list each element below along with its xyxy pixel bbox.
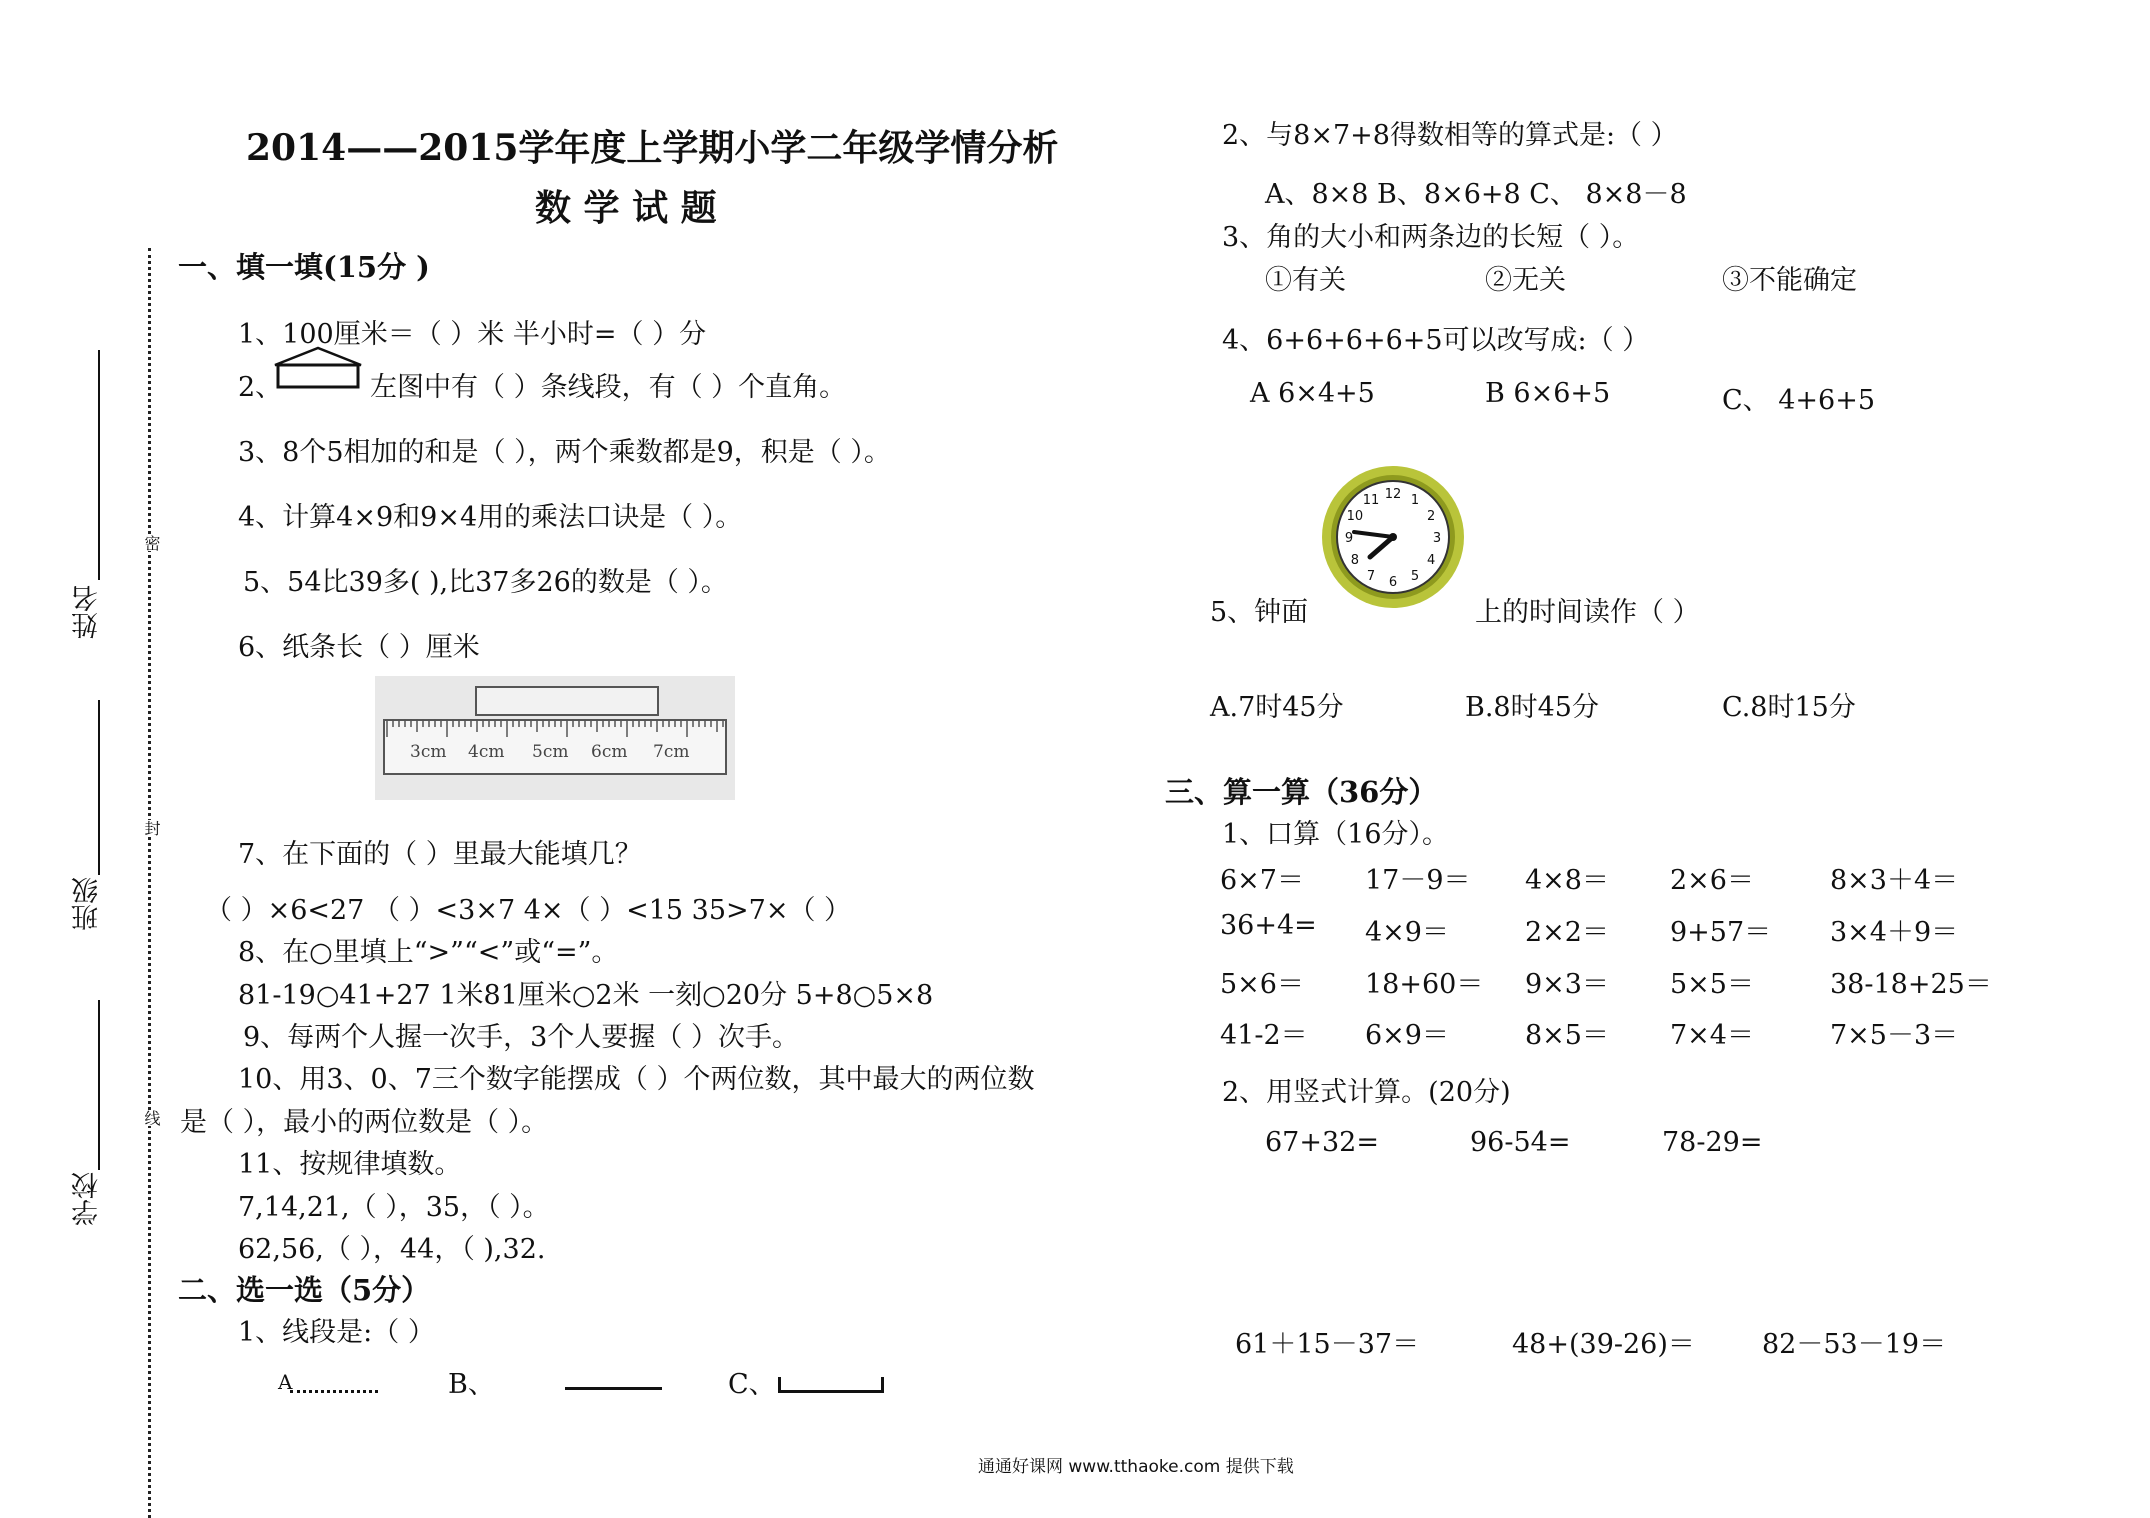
s2-q3: 3、角的大小和两条边的长短（ ）。 <box>1222 222 1640 253</box>
oral-item: 2×6＝ <box>1670 865 1754 896</box>
oral-item: 3×4＋9＝ <box>1830 917 1959 948</box>
s2-q5-opt-c: C.8时15分 <box>1722 692 1856 723</box>
oral-item: 4×9＝ <box>1365 917 1449 948</box>
s1-q11: 11、按规律填数。 <box>238 1149 462 1180</box>
s1-q11b: 62,56,（ ），44，（ ),32. <box>238 1234 546 1265</box>
s2-q5-opt-b: B.8时45分 <box>1465 692 1599 723</box>
ruler-label-3cm: 3cm <box>410 742 447 762</box>
ruler-label-4cm: 4cm <box>468 742 505 762</box>
ruler-figure <box>375 676 735 800</box>
s1-q5: 5、54比39多( ),比37多26的数是（ ）。 <box>243 567 728 598</box>
s3-oral-heading: 1、口算（16分）。 <box>1222 819 1450 850</box>
oral-item: 7×4＝ <box>1670 1020 1754 1051</box>
section2-heading: 二、选一选（5分） <box>178 1273 431 1307</box>
clock-number: 1 <box>1410 492 1420 508</box>
clock-figure <box>1318 462 1468 612</box>
seal-mark-3: 线 <box>142 1110 161 1126</box>
oral-item: 17－9＝ <box>1365 865 1471 896</box>
s1-q6: 6、纸条长（ ）厘米 <box>238 632 480 663</box>
s1-q10a: 10、用3、0、7三个数字能摆成（ ）个两位数，其中最大的两位数 <box>238 1064 1035 1095</box>
s1-q2: 左图中有（ ）条线段，有（ ）个直角。 <box>370 372 847 403</box>
seal-dotted-line <box>148 248 151 1518</box>
oral-item: 6×9＝ <box>1365 1020 1449 1051</box>
clock-number: 11 <box>1362 492 1380 508</box>
s3-vertical-heading: 2、用竖式计算。(20分) <box>1222 1077 1511 1108</box>
s1-q7-items: （ ）×6<27 （ ）<3×7 4×（ ）<15 35>7×（ ） <box>205 895 852 926</box>
segment-b <box>565 1387 662 1390</box>
section1-heading: 一、填一填(15分 ) <box>178 250 430 284</box>
s2-q5: 上的时间读作（ ） <box>1475 597 1700 628</box>
oral-item: 9×3＝ <box>1525 969 1609 1000</box>
s2-q1: 1、线段是:（ ） <box>238 1317 435 1348</box>
section3-heading: 三、算一算（36分） <box>1165 775 1438 809</box>
name-line <box>98 350 100 580</box>
s2-q3-opt-1: ①有关 <box>1265 265 1346 296</box>
oral-item: 7×5－3＝ <box>1830 1020 1959 1051</box>
oral-item: 41-2＝ <box>1220 1020 1308 1051</box>
clock-number: 8 <box>1350 553 1360 568</box>
s2-q4-opt-a: A 6×4+5 <box>1250 378 1375 409</box>
page-title: 2014——2015学年度上学期小学二年级学情分析 <box>246 127 1059 169</box>
oral-item: 18+60＝ <box>1365 969 1484 1000</box>
s2-q4: 4、6+6+6+6+5可以改写成:（ ） <box>1222 325 1650 356</box>
ruler-label-6cm: 6cm <box>591 742 628 762</box>
clock-number: 10 <box>1346 509 1364 524</box>
oral-item: 5×5＝ <box>1670 969 1754 1000</box>
clock-number: 9 <box>1344 531 1354 546</box>
segment-a <box>290 1390 378 1393</box>
clock-number: 3 <box>1432 531 1442 546</box>
segment-c <box>778 1377 884 1393</box>
s2-q4-opt-c: C、 4+6+5 <box>1722 385 1876 416</box>
s1-q10b: 是（ ），最小的两位数是（ ）。 <box>180 1107 549 1138</box>
vertical-item-6: 82－53－19＝ <box>1762 1329 1947 1360</box>
s1-q8: 8、在○里填上“>”“<”或“=”。 <box>238 937 619 968</box>
s2-q5-prefix: 5、钟面 <box>1210 597 1309 628</box>
s1-q11a: 7,14,21,（ ），35，（ ）。 <box>238 1192 550 1223</box>
seal-mark-2: 封 <box>142 820 161 836</box>
oral-item: 36+4= <box>1220 910 1317 941</box>
clock-number: 6 <box>1388 575 1398 590</box>
school-label: 学校 <box>72 1172 103 1226</box>
class-label: 班级 <box>72 877 103 931</box>
seal-mark-1: 密 <box>142 535 161 551</box>
oral-item: 9+57＝ <box>1670 917 1772 948</box>
oral-item: 5×6＝ <box>1220 969 1304 1000</box>
s2-q4-opt-b: B 6×6+5 <box>1485 378 1611 409</box>
clock-number: 7 <box>1366 569 1376 585</box>
school-line <box>98 1000 100 1170</box>
s2-q2: 2、与8×7+8得数相等的算式是:（ ） <box>1222 120 1678 151</box>
s2-q1-opt-b: B、 <box>448 1369 495 1400</box>
class-line <box>98 700 100 875</box>
oral-item: 38-18+25＝ <box>1830 969 1992 1000</box>
s2-q1-opt-c: C、 <box>728 1369 776 1400</box>
s2-q2-opts: A、8×8 B、8×6+8 C、 8×8－8 <box>1265 179 1687 210</box>
s2-q3-opt-3: ③不能确定 <box>1722 265 1857 296</box>
oral-item: 2×2＝ <box>1525 917 1609 948</box>
oral-item: 6×7＝ <box>1220 865 1304 896</box>
vertical-item-5: 48+(39-26)＝ <box>1512 1329 1695 1360</box>
s1-q4: 4、计算4×9和9×4用的乘法口诀是（ ）。 <box>238 502 743 533</box>
clock-number: 4 <box>1426 553 1436 568</box>
vertical-item-3: 78-29= <box>1662 1127 1763 1158</box>
s2-q1-opt-a: A <box>278 1370 293 1394</box>
page-subtitle: 数 学 试 题 <box>535 187 717 229</box>
name-label: 姓名 <box>72 585 103 639</box>
oral-item: 8×5＝ <box>1525 1020 1609 1051</box>
s1-q2-prefix: 2、 <box>238 372 283 403</box>
s1-q3: 3、8个5相加的和是（ ），两个乘数都是9，积是（ ）。 <box>238 437 891 468</box>
clock-number: 2 <box>1426 509 1436 524</box>
oral-item: 8×3＋4＝ <box>1830 865 1959 896</box>
s2-q5-opt-a: A.7时45分 <box>1210 692 1344 723</box>
s1-q7: 7、在下面的（ ）里最大能填几？ <box>238 839 642 870</box>
clock-number: 12 <box>1384 487 1402 502</box>
ruler-label-7cm: 7cm <box>653 742 690 762</box>
clock-number: 5 <box>1410 569 1420 585</box>
s1-q9: 9、每两个人握一次手，3个人要握（ ）次手。 <box>243 1022 799 1053</box>
s1-q1: 1、100厘米＝（ ）米 半小时=（ ）分 <box>238 319 707 350</box>
paper-strip <box>475 686 659 716</box>
ruler-ticks <box>383 719 725 741</box>
footer-credit: 通通好课网 www.tthaoke.com 提供下载 <box>978 1457 1294 1477</box>
oral-item: 4×8＝ <box>1525 865 1609 896</box>
s1-q8-items: 81-19○41+27 1米81厘米○2米 一刻○20分 5+8○5×8 <box>238 980 934 1011</box>
vertical-item-4: 61＋15－37＝ <box>1235 1329 1420 1360</box>
ruler-label-5cm: 5cm <box>532 742 569 762</box>
vertical-item-2: 96-54= <box>1470 1127 1571 1158</box>
house-shape-figure <box>272 345 364 391</box>
s2-q3-opt-2: ②无关 <box>1485 265 1566 296</box>
vertical-item-1: 67+32= <box>1265 1127 1379 1158</box>
